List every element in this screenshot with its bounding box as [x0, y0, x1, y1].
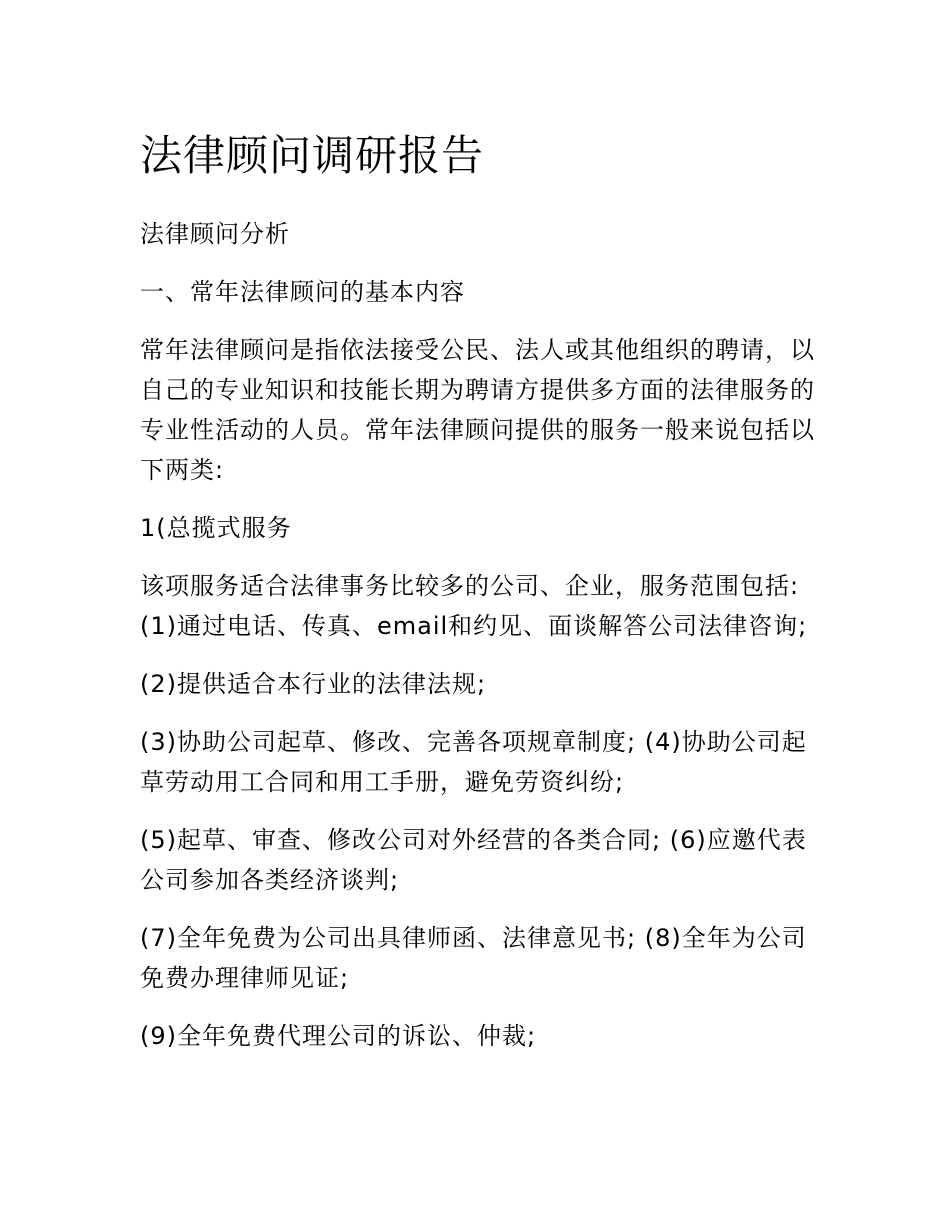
intro-paragraph: 常年法律顾问是指依法接受公民、法人或其他组织的聘请，以自己的专业知识和技能长期为聘请方提供多方面的法律服务的专业性活动的人员。常年法律顾问提供的服务一般来说包括以下两类:: [140, 336, 815, 484]
service-item-2: (2)提供适合本行业的法律法规;: [140, 670, 487, 698]
service-scope-paragraph: 该项服务适合法律事务比较多的公司、企业，服务范围包括: (1)通过电话、传真、email和约见、面谈解答公司法律咨询;: [140, 572, 808, 640]
service-item-5-6: (5)起草、审查、修改公司对外经营的各类合同; (6)应邀代表公司参加各类经济谈判;: [140, 826, 807, 894]
service-item-3-4: (3)协助公司起草、修改、完善各项规章制度; (4)协助公司起草劳动用工合同和用工手册，避免劳资纠纷;: [140, 728, 807, 796]
document-title: 法律顾问调研报告: [140, 131, 485, 180]
service-type-heading: 1(总揽式服务: [140, 514, 292, 542]
document-subtitle: 法律顾问分析: [140, 220, 290, 248]
service-item-7-8: (7)全年免费为公司出具律师函、法律意见书; (8)全年为公司免费办理律师见证;: [140, 924, 807, 992]
document-page: [140, 130, 820, 1074]
service-item-9: (9)全年免费代理公司的诉讼、仲裁;: [140, 1022, 537, 1050]
section-heading: 一、常年法律顾问的基本内容: [140, 278, 465, 306]
